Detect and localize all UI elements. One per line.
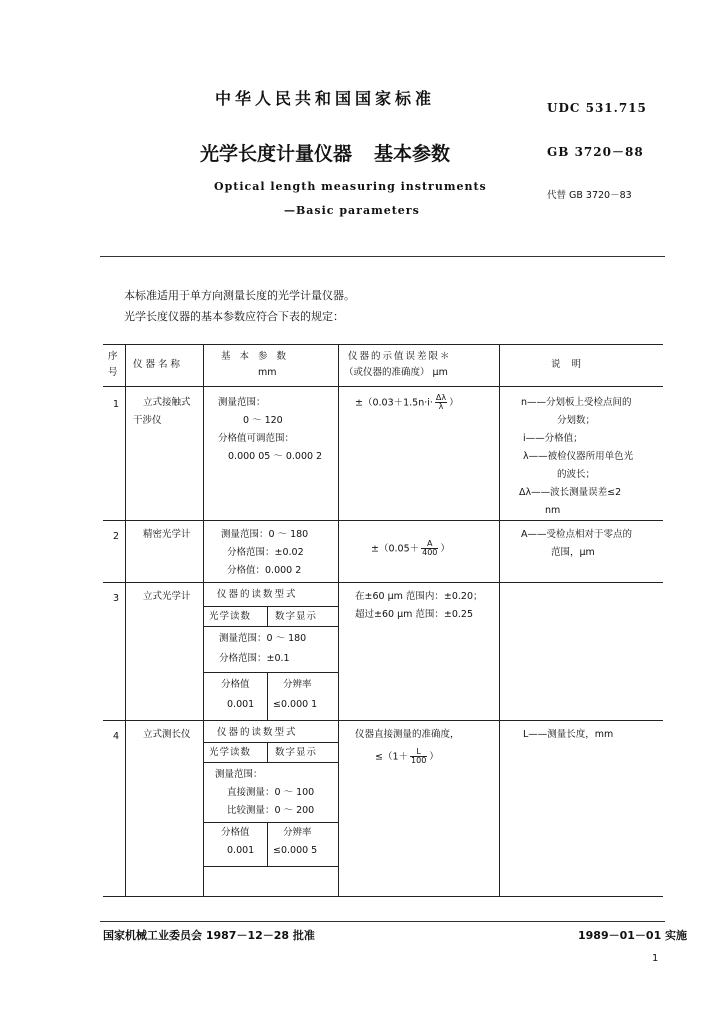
- header-seq-1: 序: [108, 351, 118, 362]
- row4-subrule-2: [203, 762, 338, 763]
- row1-frac-num: Δλ: [435, 393, 447, 402]
- table-col-divider-3: [338, 344, 339, 896]
- row2-error-formula: [371, 540, 450, 558]
- row1-error-prefix: ±（0.03＋1.5n·i·: [355, 397, 433, 409]
- row1-error-fraction: [435, 394, 447, 412]
- row4-div-value: 0.001: [227, 845, 255, 856]
- header-notes: 说 明: [551, 359, 586, 370]
- table-rule-bottom: [103, 896, 663, 897]
- row3-optical-reading: 光学读数: [209, 611, 252, 622]
- row2-error-suffix: ）: [440, 543, 450, 555]
- row1-note-0: n——分划板上受检点间的: [521, 397, 632, 408]
- row4-param-1: 直接测量：0 ～ 100: [227, 787, 315, 798]
- row4-subrule-4: [203, 866, 338, 867]
- header-error-limit: 仪器的示值误差限＊: [348, 351, 452, 362]
- row1-note-3: λ——被检仪器所用单色光: [523, 451, 634, 462]
- row1-note-4: 的波长；: [557, 469, 596, 480]
- row4-reading-type: 仪器的读数型式: [217, 727, 298, 738]
- document-title-en-line1: Optical length measuring instruments: [214, 180, 487, 193]
- row1-param-0: 测量范围：: [218, 397, 266, 408]
- row4-error-fraction: [410, 748, 427, 766]
- row3-subdivider-1: [267, 606, 268, 626]
- row4-frac-num: L: [410, 748, 427, 757]
- row2-note-1: 范围，μm: [551, 547, 595, 558]
- table-col-divider-2: [203, 344, 204, 896]
- row1-param-2: 分格值可调范围：: [218, 433, 295, 444]
- header-rule: [100, 256, 665, 257]
- row1-note-5: Δλ——波长测量误差≤2: [519, 487, 622, 498]
- row4-subrule-1: [203, 742, 338, 743]
- row3-param-0: 测量范围：0 ～ 180: [219, 633, 307, 644]
- row1-error-formula: [355, 394, 459, 412]
- table-rule-header: [103, 386, 663, 387]
- row2-frac-num: A: [421, 540, 438, 549]
- row3-reading-type: 仪器的读数型式: [217, 589, 298, 600]
- row4-seq: 4: [113, 731, 120, 742]
- footer-rule: [100, 921, 665, 922]
- row3-param-1: 分格范围：±0.1: [219, 653, 290, 664]
- row1-name-line2: 干涉仪: [133, 415, 162, 426]
- row2-param-0: 测量范围：0 ～ 180: [221, 529, 309, 540]
- intro-paragraph-1: 本标准适用于单方向测量长度的光学计量仪器。: [124, 289, 355, 302]
- row2-note-0: A——受检点相对于零点的: [521, 529, 632, 540]
- row3-digital-display: 数字显示: [275, 611, 318, 622]
- implementation-date: 1989－01－01 实施: [578, 929, 688, 942]
- row1-frac-den: λ: [438, 402, 444, 412]
- document-title-en-line2: —Basic parameters: [284, 204, 420, 217]
- udc-number: UDC 531.715: [547, 101, 647, 115]
- row4-digital-display: 数字显示: [275, 747, 318, 758]
- row3-subrule-1: [203, 606, 338, 607]
- row1-seq: 1: [113, 399, 120, 410]
- row2-frac-den: 400: [422, 548, 438, 558]
- row3-name-line1: 立式光学计: [143, 591, 191, 602]
- table-col-divider-1: [125, 344, 126, 896]
- header-params-unit: mm: [258, 367, 277, 378]
- row4-div-label: 分格值: [221, 827, 250, 838]
- row3-res-value: ≤0.000 1: [273, 699, 318, 710]
- row2-name-line1: 精密光学计: [143, 529, 191, 540]
- table-col-divider-4: [499, 344, 500, 896]
- row4-res-value: ≤0.000 5: [273, 845, 318, 856]
- row3-subrule-2: [203, 626, 338, 627]
- row4-note-0: L——测量长度，mm: [523, 729, 614, 740]
- row2-error-fraction: [421, 540, 438, 558]
- table-rule-row2: [103, 582, 663, 583]
- header-basic-params: 基 本 参 数: [221, 351, 290, 362]
- row4-subrule-3: [203, 822, 338, 823]
- row3-subrule-3: [203, 672, 338, 673]
- replaces-standard: 代替 GB 3720－83: [547, 190, 632, 201]
- row4-name-line1: 立式测长仪: [143, 729, 191, 740]
- title-zh-part1: 光学长度计量仪器: [200, 143, 353, 165]
- row4-subdivider-2: [267, 822, 268, 866]
- row2-param-2: 分格值：0.000 2: [227, 565, 302, 576]
- header-seq-2: 号: [108, 367, 118, 378]
- row1-error-suffix: ）: [449, 397, 459, 409]
- approval-statement: 国家机械工业委员会 1987－12－28 批准: [103, 929, 315, 942]
- row4-error-prefix: ≤（1＋: [375, 751, 409, 763]
- row4-subdivider-1: [267, 742, 268, 762]
- row2-seq: 2: [113, 531, 120, 542]
- row3-div-label: 分格值: [221, 679, 250, 690]
- row2-param-1: 分格范围：±0.02: [227, 547, 304, 558]
- basic-parameters-table: [103, 344, 663, 896]
- row4-error-line1: 仪器直接测量的准确度，: [355, 729, 460, 740]
- row4-error-formula: [375, 748, 439, 766]
- row3-error-line2: 超过±60 μm 范围：±0.25: [355, 609, 473, 620]
- document-title-zh: [200, 139, 450, 166]
- row4-frac-den: 100: [411, 756, 427, 766]
- row4-res-label: 分辨率: [283, 827, 312, 838]
- header-error-accuracy: （或仪器的准确度） μm: [344, 367, 448, 378]
- row1-param-1: 0 ～ 120: [243, 415, 283, 426]
- table-rule-row1: [103, 520, 663, 521]
- row1-note-2: i——分格值；: [523, 433, 583, 444]
- intro-paragraph-2: 光学长度仪器的基本参数应符合下表的规定：: [124, 310, 344, 323]
- row3-div-value: 0.001: [227, 699, 255, 710]
- gb-standard-number: GB 3720－88: [547, 145, 644, 159]
- row4-optical-reading: 光学读数: [209, 747, 252, 758]
- national-standard-heading: 中华人民共和国国家标准: [215, 89, 436, 108]
- row4-param-0: 测量范围：: [215, 769, 263, 780]
- table-rule-row3: [103, 720, 663, 721]
- row4-error-suffix: ）: [429, 751, 439, 763]
- row1-note-1: 分划数；: [557, 415, 596, 426]
- row1-note-6: nm: [545, 505, 561, 516]
- header-instrument-name: 仪器名称: [133, 359, 184, 370]
- title-zh-part2: 基本参数: [374, 143, 451, 165]
- table-rule-top: [103, 344, 663, 345]
- row3-res-label: 分辨率: [283, 679, 312, 690]
- row3-subdivider-2: [267, 672, 268, 720]
- row3-error-line1: 在±60 μm 范围内：±0.20；: [355, 591, 483, 602]
- page-number: 1: [652, 953, 659, 964]
- row2-error-prefix: ±（0.05＋: [371, 543, 420, 555]
- row3-seq: 3: [113, 593, 120, 604]
- row1-name-line1: 立式接触式: [143, 397, 191, 408]
- row1-param-3: 0.000 05 ～ 0.000 2: [228, 451, 323, 462]
- row4-param-2: 比较测量：0 ～ 200: [227, 805, 315, 816]
